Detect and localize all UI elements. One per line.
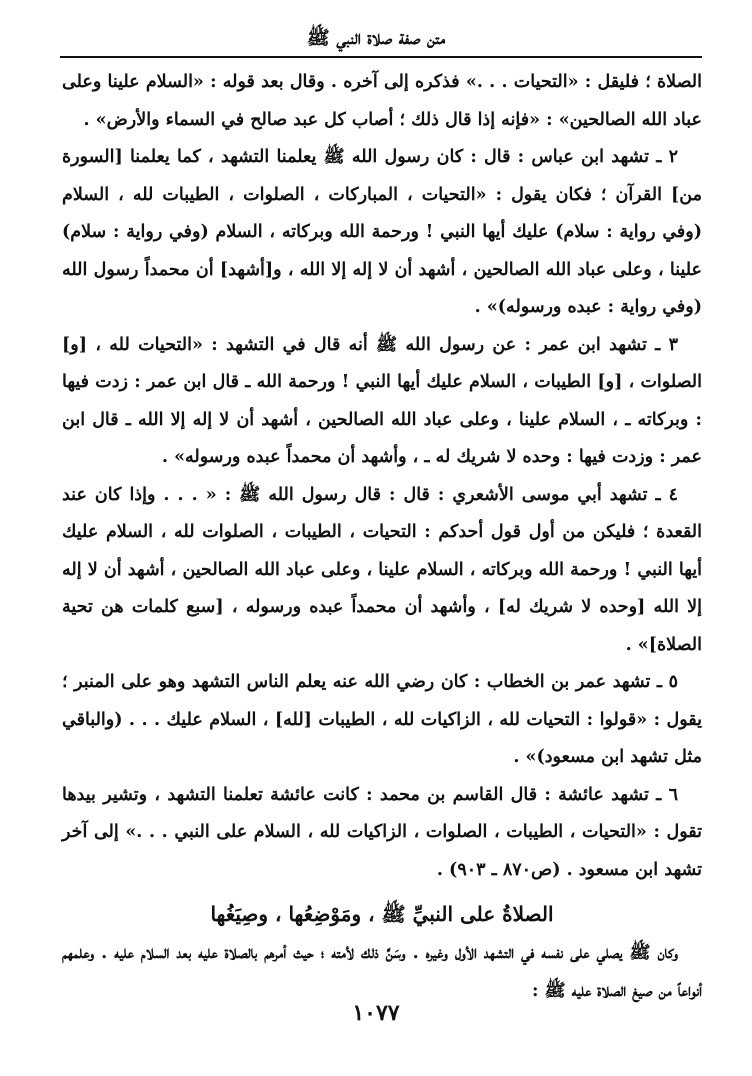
paragraph-salat-intro: وكان ﷺ يصلي على نفسه في التشهد الأول وغيره . وسَنَّ ذلك لأمته ؛ حيث أمرهم بالصلاة عليه بعد السلام عليه . وعلمهم أنواعاً من صيغ الصلاة عليه ﷺ : <box>62 943 702 1001</box>
paragraph-ibn-umar: ٣ ـ تشهد ابن عمر : عن رسول الله ﷺ أنه قال في التشهد : «التحيات لله ، [و] الصلوات ، [و] الطيبات ، السلام عليك أيها النبي ! ورحمة الله ـ قال ابن عمر : زدت فيها : وبركاته ـ ، السلام علينا ، وعلى عباد الله الصالحين ، أشهد أن لا إله إلا الله ـ قال ابن عمر : وزدت فيها : وحده لا شريك له ـ ، وأشهد أن محمداً عبده ورسوله» . <box>62 334 702 467</box>
page-number: ١٠٧٧ <box>352 1000 400 1026</box>
section-heading: الصلاةُ على النبيِّ ﷺ ، ومَوْضِعُها ، وصِيَغُها <box>210 902 554 926</box>
paragraph-umar: ٥ ـ تشهد عمر بن الخطاب : كان رضي الله عنه يعلم الناس التشهد وهو على المنبر ؛ يقول : «قولوا : التحيات لله ، الزاكيات لله ، الطيبات [لله] ، السلام عليك . . . (والباقي مثل تشهد ابن مسعود)» . <box>62 672 702 767</box>
header-rule <box>60 56 702 58</box>
paragraph-ibn-abbas: ٢ ـ تشهد ابن عباس : قال : كان رسول الله ﷺ يعلمنا التشهد ، كما يعلمنا [السورة من] القرآن ؛ فكان يقول : «التحيات ، المباركات ، الصلوات ، الطيبات لله ، السلام (وفي رواية : سلام) عليك أيها النبي ! ورحمة الله وبركاته ، السلام (وفي رواية : سلام) علينا ، وعلى عباد الله الصالحين ، أشهد أن لا إله إلا الله ، و[أشهد] أن محمداً رسول الله (وفي رواية : عبده ورسوله)» . <box>62 147 702 317</box>
body-text <box>62 64 702 1010</box>
running-header: متن صفة صلاة النبي ﷺ <box>306 27 446 49</box>
paragraph-continuation: الصلاة ؛ فليقل : «التحيات . . .» فذكره إلى آخره . وقال بعد قوله : «السلام علينا وعلى عباد الله الصالحين» : «فإنه إذا قال ذلك ؛ أصاب كل عبد صالح في السماء والأرض» . <box>62 72 702 130</box>
paragraph-abu-musa: ٤ ـ تشهد أبي موسى الأشعري : قال : قال رسول الله ﷺ : « . . . وإذا كان عند القعدة ؛ فليكن من أول قول أحدكم : التحيات ، الطيبات ، الصلوات لله ، السلام عليك أيها النبي ! ورحمة الله وبركاته ، السلام علينا ، وعلى عباد الله الصالحين ، أشهد أن لا إله إلا الله [وحده لا شريك له] ، وأشهد أن محمداً عبده ورسوله ، [سبع كلمات هن تحية الصلاة]» . <box>62 484 702 655</box>
paragraph-aisha: ٦ ـ تشهد عائشة : قال القاسم بن محمد : كانت عائشة تعلمنا التشهد ، وتشير بيدها تقول : «التحيات ، الطيبات ، الصلوات ، الزاكيات لله ، السلام على النبي . . .» إلى آخر تشهد ابن مسعود . (ص٨٧٠ ـ ٩٠٣) . <box>62 784 702 880</box>
